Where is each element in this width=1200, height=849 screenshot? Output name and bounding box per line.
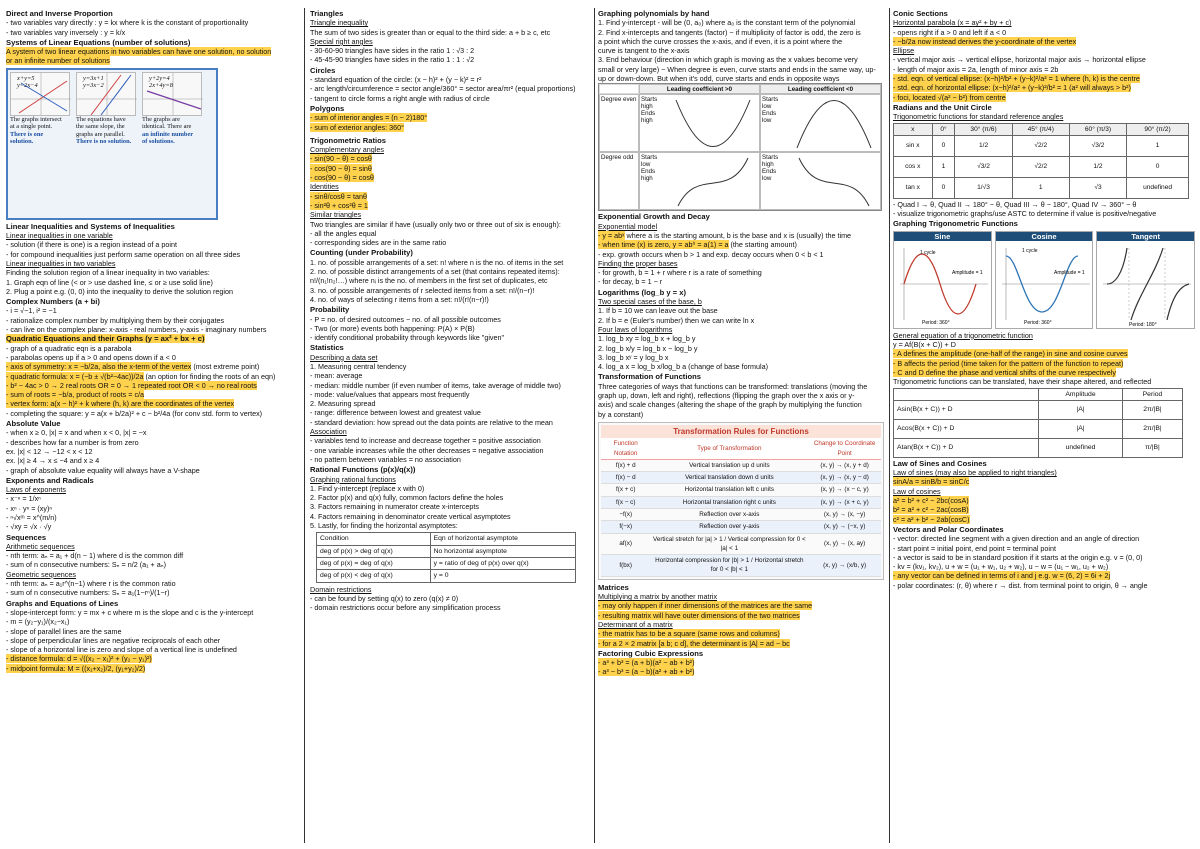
text-line: - standard equation of the circle: (x − h)² + (y − k)² = r²: [310, 75, 482, 85]
highlight-text: - sum of roots = −b/a, product of roots = c/a: [6, 390, 145, 400]
text-line: up or down-down. But when it's odd, curve starts and ends in opposite ways: [598, 74, 840, 84]
text-line: - can live on the complex plane: x-axis - real numbers, y-axis - imaginary numbers: [6, 325, 267, 335]
subsection-title: Four laws of logarithms: [598, 324, 673, 334]
section-title: Exponents and Radicals: [6, 475, 94, 485]
text-line: - opens right if a > 0 and left if a < 0: [893, 27, 1007, 37]
odd-positive-curve: [668, 156, 758, 208]
highlight-text: - the matrix has to be a square (same rows and columns): [598, 629, 780, 639]
text-line: - median: middle number (if even number of items, take average of middle two): [310, 380, 561, 390]
text-line: - slope of perpendicular lines are negative reciprocals of each other: [6, 635, 221, 645]
highlight-text: - b² − 4ac > 0 → 2 real roots OR = 0 → 1 repeated root OR < 0 → no real roots: [6, 380, 257, 390]
text-line: - range: difference between lowest and greatest value: [310, 408, 481, 418]
text-line: - can be found by setting q(x) to zero (q(x) ≠ 0): [310, 593, 459, 603]
text-line: 1. Find y-intercept (replace x with 0): [310, 483, 425, 493]
table-row: cos x 1 √3/2 √2/2 1/2 0: [894, 156, 1189, 177]
subsection-title: Exponential model: [598, 221, 658, 231]
end-behaviour-figure: Leading coefficient >0 Leading coefficient <0 Degree even Starts high Ends high Starts low Ends low Degree odd Starts low Ends high Starts high Ends low: [598, 83, 882, 211]
section-title: Graphs and Equations of Lines: [6, 598, 119, 608]
text-line: - standard deviation: how spread out the data points are relative to the mean: [310, 417, 553, 427]
highlight-text: b² = a² + c² − 2ac(cosB): [893, 505, 969, 515]
highlight-text: - C and D define the phase and vertical shifts of the curve respectively: [893, 367, 1116, 377]
section-title: Counting (under Probability): [310, 248, 413, 258]
highlight-text: a² = b² + c² − 2bc(cosA): [893, 496, 969, 506]
section-title: Matrices: [598, 582, 629, 592]
highlight-title: Quadratic Equations and their Graphs (y = ax² + bx + c): [6, 334, 205, 344]
subsection-title: Law of sines (may also be applied to right triangles): [893, 468, 1057, 478]
system-graph-infinite-solutions: y+2y=4 2x+4y=8 The graphs are identical. There are an infinite number of solutions.: [142, 72, 202, 146]
subsection-title: Arithmetic sequences: [6, 541, 75, 551]
text-line: - i = √−1, i² = −1: [6, 306, 57, 316]
text-line: - all the angles equal: [310, 228, 377, 238]
subsection-title: Horizontal parabola (x = ay² + by + c): [893, 18, 1012, 28]
section-title: Graphing polynomials by hand: [598, 9, 710, 18]
text-line: 1. Find y-intercept - will be (0, a₀) where a₀ is the constant term of the polynomial: [598, 18, 856, 28]
subsection-title: Complementary angles: [310, 145, 384, 155]
text-line: 3. log_b xʸ = y log_b x: [598, 352, 669, 362]
text-line: 4. log_a x = log_b x/log_b a (change of base formula): [598, 362, 769, 372]
highlight-text: - for a 2 × 2 matrix [a b; c d], the determinant is |A| = ad − bc: [598, 638, 790, 648]
text-line: - domain restrictions occur before any simplification process: [310, 603, 501, 613]
text-line: 2. Measuring spread: [310, 399, 376, 409]
subsection-title: Law of cosines: [893, 486, 941, 496]
subsection-title: Finding the proper bases: [598, 258, 678, 268]
highlight-text: - a³ − b³ = (a − b)(a² + ab + b²): [598, 667, 695, 677]
text-line: - describes how far a number is from zero: [6, 437, 139, 447]
section-title: Graphing Trigonometric Functions: [893, 219, 1018, 229]
section-title: Systems of Linear Equations (number of solutions): [6, 37, 191, 47]
text-line: 5. Lastly, for finding the horizontal asymptotes:: [310, 521, 458, 531]
table-row: f(x) − d Vertical translation down d units (x, y) → (x, y − d): [601, 472, 881, 484]
subsection-title: Trigonometric functions for standard reference angles: [893, 112, 1064, 122]
section-title: Absolute Value: [6, 419, 61, 429]
table-row: tan x 0 1/√3 1 √3 undefined: [894, 177, 1189, 198]
cosine-graph: Cosine 1 cycle Amplitude = 1 Period: 360°: [995, 231, 1094, 329]
text-line: Three categories of ways that functions can be transformed: translations (moving the: [598, 381, 868, 391]
highlight-text: - sum of interior angles = (n − 2)180°: [310, 113, 428, 123]
section-title: Triangles: [310, 9, 344, 18]
section-title: Exponential Growth and Decay: [598, 212, 710, 222]
text-line: axis) and scale changes (altering the shape of the graph by multiplying the function: [598, 400, 862, 410]
section-title: Vectors and Polar Coordinates: [893, 524, 1004, 534]
text-line: - tangent to circle forms a right angle with radius of circle: [310, 93, 490, 103]
highlight-text: - cos(90 − θ) = cosθ: [310, 173, 374, 183]
highlight-text: c² = a² + b² − 2ab(cosC): [893, 514, 970, 524]
svg-text:1 cycle: 1 cycle: [920, 249, 936, 256]
subsection-title: Special right angles: [310, 36, 373, 46]
text-line: - m = (y₂−y₁)/(x₂−x₁): [6, 617, 70, 627]
text-line: ex. |x| < 12 → −12 < x < 12: [6, 446, 93, 456]
text-line: n!/(n₁!n₂!…) where nᵢ is the no. of members in the first set of duplicates, etc: [310, 276, 548, 286]
linear-systems-figure: [6, 68, 218, 220]
section-title: Polygons: [310, 103, 345, 113]
trig-graphs-figure: [893, 231, 1195, 329]
text-line: - Quad I → θ, Quad II → 180° − θ, Quad III → θ − 180°, Quad IV → 360° − θ: [893, 199, 1137, 209]
text-line: 4. no. of ways of selecting r items from a set: n!/(r!(n−r)!): [310, 294, 489, 304]
highlight-text: - B affects the period (time taken for the pattern of the function to repeat): [893, 358, 1124, 368]
highlight-text: or an infinite number of solutions: [6, 56, 110, 66]
text-line: - slope-intercept form: y = mx + c where m is the slope and c is the y-intercept: [6, 607, 254, 617]
table-row: Atan(B(x + C)) + D undefined π/|B|: [894, 438, 1183, 457]
subsection-title: Triangle inequality: [310, 18, 369, 28]
text-line: 1. no. of possible arrangements of a set: n! where n is the no. of items in the set: [310, 257, 564, 267]
text-line: 3. End behaviour (direction in which graph is moving as the x values become very: [598, 55, 858, 65]
highlight-text: - when time (x) is zero, y = ab⁰ = a(1) = a: [598, 240, 729, 250]
text-line: - variables tend to increase and decrease together = positive association: [310, 436, 541, 446]
text-line: 1. If b = 10 we can leave out the base: [598, 306, 718, 316]
text-line: - visualize trigonometric graphs/use ASTC to determine if value is positive/negative: [893, 209, 1157, 219]
text-line: - when x ≥ 0, |x| = x and when x < 0, |x| = −x: [6, 428, 147, 438]
text-line: - a vector is said to be in standard position if it starts at the origin e.g. v = (0, 0): [893, 552, 1143, 562]
text-line: small or very large) − When degree is even, curve starts and ends in the same way, up-: [598, 64, 876, 74]
section-title: Linear Inequalities and Systems of Inequalities: [6, 221, 175, 231]
text-line: - polar coordinates: (r, θ) where r → dist. from terminal point to origin, θ → angle: [893, 580, 1148, 590]
text-line: - for decay, b = 1 − r: [598, 277, 663, 287]
text-line: - two variables vary directly : y = kx where k is the constant of proportionality: [6, 18, 249, 28]
transformation-rules-table: Transformation Rules for Functions Function Notation Type of Transformation Change to Coordinate Point f(x) + d Vertical translation up d units (x, y) → (x, y + d) f(x) − d Vertical translation down d units (x, y) → (x, y − d) f(x + c) Horizontal translation left c units (x, y) → (x − c, y) f(x − c) Horizontal translation right c units (x, y) → (x + c, y) −f(x) Reflection over x-axis (x, y) → (x, −y) f(−x) Reflection over y-axis (x, y) → (−x, y) af(x) Vertical stretch for |a| > 1 / Vertical compression for 0 < |a| < 1 (x, y) → (x, ay) f(bx) Horizontal compression for |b| > 1 / Horizontal stretch for 0 < |b| < 1 (x, y) → (x/b, y): [598, 422, 884, 580]
highlight-text: - foci, located √(a² − b²) from centre: [893, 92, 1006, 102]
highlight-text: - sin²θ + cos²θ = 1: [310, 200, 368, 210]
text-line: - vertical major axis → vertical ellipse, horizontal major axis → horizontal ellipse: [893, 55, 1146, 65]
table-row: −f(x) Reflection over x-axis (x, y) → (x, −y): [601, 508, 881, 520]
text-line: - graph of a quadratic eqn is a parabola: [6, 343, 132, 353]
text-line: - slope of a horizontal line is zero and slope of a vertical line is undefined: [6, 645, 237, 655]
column-2: [310, 8, 592, 843]
text-line: - no pattern between variables = no association: [310, 454, 461, 464]
text-line: - two variables vary inversely : y = k/x: [6, 27, 126, 37]
text-line: - nth term: aₙ = a₁r^(n−1) where r is the common ratio: [6, 579, 176, 589]
text-line: - xⁿ · yⁿ = (xy)ⁿ: [6, 503, 52, 513]
text-line: 1. log_b xy = log_b x + log_b y: [598, 334, 696, 344]
highlight-text: - axis of symmetry: x = −b/2a, also the x-term of the vertex: [6, 362, 192, 372]
highlight-text: - sum of exterior angles: 360°: [310, 122, 404, 132]
text-line: - identify conditional probability through keywords like "given": [310, 333, 505, 343]
text-line: - for compound inequalities just perform same operation on all three sides: [6, 249, 241, 259]
system-graph-no-solution: y=3x+1 y=3x−2 The equations have the same slope, the graphs are parallel. There is no solution.: [76, 72, 136, 146]
text-line: 2. log_b x/y = log_b x − log_b y: [598, 343, 698, 353]
highlight-text: - y = abˣ: [598, 230, 625, 240]
section-title: Radians and the Unit Circle: [893, 102, 992, 112]
text-line: - mean: average: [310, 371, 363, 381]
text-line: - exp. growth occurs when b > 1 and exp. decay occurs when 0 < b < 1: [598, 249, 824, 259]
text-line: 2. If b = e (Euler's number) then we can write ln x: [598, 315, 755, 325]
subsection-title: General equation of a trigonometric function: [893, 330, 1033, 340]
text-line: 1. Graph eqn of line (< or > use dashed line, ≤ or ≥ use solid line): [6, 277, 213, 287]
column-divider: [594, 8, 595, 843]
section-title: Probability: [310, 305, 350, 315]
tangent-graph: Tangent Period: 180°: [1096, 231, 1195, 329]
text-line: 1. Measuring central tendency: [310, 361, 407, 371]
system-graph-one-solution: x+y=5 y=2x−4 The graphs intersect at a single point. There is one solution.: [10, 72, 70, 146]
highlight-text: - midpoint formula: M = ((x₁+x₂)/2, (y₁+y₂)/2): [6, 663, 146, 673]
section-title: Transformation of Functions: [598, 372, 701, 382]
highlight-text: - −b/2a now instead derives the y-coordinate of the vertex: [893, 36, 1077, 46]
amplitude-period-table: Amplitude Period Asin(B(x + C)) + D |A| 2π/|B| Acos(B(x + C)) + D |A| 2π/|B| Atan(B(x + C)) + D undefined π/|B|: [893, 388, 1183, 458]
text-line: - Two (or more) events both happening: P(A) × P(B): [310, 323, 475, 333]
text-line: 4. Factors remaining in denominator create vertical asymptotes: [310, 511, 511, 521]
subsection-title: Two special cases of the base, b: [598, 297, 702, 307]
sine-graph: Sine 1 cycle Amplitude = 1 Period: 360°: [893, 231, 992, 329]
text-line: - 45-45-90 triangles have sides in the ratio 1 : 1 : √2: [310, 55, 475, 65]
section-title: Statistics: [310, 343, 344, 353]
text-line: 3. Factors remaining in numerator create x-intercepts: [310, 502, 479, 512]
text-line: - sum of n consecutive numbers: Sₙ = n/2 (a₁ + aₙ): [6, 560, 166, 570]
column-divider: [304, 8, 305, 843]
text-line: Finding the solution region of a linear inequality in two variables:: [6, 268, 210, 278]
highlight-text: - resulting matrix will have outer dimensions of the two matrices: [598, 610, 800, 620]
table-row: af(x) Vertical stretch for |a| > 1 / Vertical compression for 0 < |a| < 1 (x, y) → (x, ay): [601, 533, 881, 555]
subsection-title: Graphing rational functions: [310, 474, 396, 484]
horizontal-asymptote-table: Condition Eqn of horizontal asymptote deg of p(x) > deg of q(x) No horizontal asymptote deg of p(x) = deg of q(x) y = ratio of deg of p(x) over q(x) deg of p(x) < deg of q(x) y = 0: [316, 532, 576, 582]
section-title: Law of Sines and Cosines: [893, 458, 987, 468]
section-title: Sequences: [6, 532, 47, 542]
highlight-text: - std. eqn. of vertical ellipse: (x−h)²/b² + (y−k)²/a² = 1 where (h, k) is the centre: [893, 74, 1140, 84]
highlight-text: - any vector can be defined in terms of i and j e.g. w = (6, 2) = 6i + 2j: [893, 571, 1111, 581]
table-row: deg of p(x) = deg of q(x) y = ratio of deg of p(x) over q(x): [317, 557, 576, 569]
subsection-title: Laws of exponents: [6, 485, 66, 495]
text-line: a point which the curve crosses the x-axis, and if even, it is a point where the: [598, 36, 843, 46]
text-line: by a constant): [598, 409, 644, 419]
text-line: - mode: value/values that appears most frequently: [310, 389, 470, 399]
text-line: - √xy = √x · √y: [6, 522, 52, 532]
text-line: - slope of parallel lines are the same: [6, 626, 122, 636]
subsection-title: Linear inequalities in two variables: [6, 258, 116, 268]
table-row: f(bx) Horizontal compression for |b| > 1 / Horizontal stretch for 0 < |b| < 1 (x, y) → (x/b, y): [601, 555, 881, 577]
text-line: Two triangles are similar if have (usually only two or three out of six is enough):: [310, 219, 561, 229]
text-line: - sum of n consecutive numbers: Sₙ = a₁(1−rⁿ)/(1−r): [6, 588, 170, 598]
text-line: y = Af(B(x + C)) + D: [893, 340, 956, 350]
subsection-title: Multiplying a matrix by another matrix: [598, 592, 718, 602]
table-row: Asin(B(x + C)) + D |A| 2π/|B|: [894, 400, 1183, 419]
text-line: Trigonometric functions can be translated, have their shape altered, and reflected: [893, 377, 1152, 387]
text-line: 2. Find x-intercepts and tangents (factor) − if multiplicity of factor is odd, the zero is: [598, 27, 861, 37]
text-line: 3. no. of possible arrangements of r selected items from a set: n!/(n−r)!: [310, 285, 535, 295]
subsection-title: Association: [310, 427, 347, 437]
table-row: deg of p(x) > deg of q(x) No horizontal asymptote: [317, 545, 576, 557]
highlight-text: - sin(90 − θ) = cosθ: [310, 154, 372, 164]
subsection-title: Geometric sequences: [6, 569, 76, 579]
text-line: curve is tangent to the x-axis: [598, 46, 690, 56]
highlight-text: A system of two linear equations in two variables can have one solution, no solution: [6, 47, 272, 57]
svg-text:Period: 180°: Period: 180°: [1129, 321, 1157, 328]
text-line: - nth term: aₙ = a₁ + d(n − 1) where d is the common diff: [6, 551, 184, 561]
table-row: sin x 0 1/2 √2/2 √3/2 1: [894, 135, 1189, 156]
section-title: Logarithms (log_b y = x): [598, 287, 686, 297]
subsection-title: Describing a data set: [310, 352, 378, 362]
text-line: - 30-60-90 triangles have sides in the ratio 1 : √3 : 2: [310, 46, 475, 56]
text-line: 2. Factor p(x) and q(x) fully, common factors define the holes: [310, 493, 504, 503]
subsection-title: Linear inequalities in one variable: [6, 231, 113, 241]
table-row: Acos(B(x + C)) + D |A| 2π/|B|: [894, 419, 1183, 438]
subsection-title: Similar triangles: [310, 210, 362, 220]
text-line: - completing the square: y = a(x + b/2a)² + c − b²/4a (for conv std. form to vertex): [6, 408, 263, 418]
highlight-text: - A defines the amplitude (one-half of the range) in sine and cosine curves: [893, 349, 1128, 359]
highlight-text: - cos(90 − θ) = sinθ: [310, 163, 372, 173]
text-line: - parabolas opens up if a > 0 and opens down if a < 0: [6, 352, 176, 362]
even-positive-curve: [668, 98, 758, 150]
text-line: - start point = initial point, end point = terminal point: [893, 543, 1057, 553]
odd-negative-curve: [789, 156, 879, 208]
text-line: ex. |x| ≥ 4 → x ≤ −4 and x ≥ 4: [6, 456, 100, 466]
even-negative-curve: [789, 98, 879, 150]
text-line: - vector: directed line segment with a given direction and an angle of direction: [893, 534, 1140, 544]
highlight-text: - a³ + b³ = (a + b)(a² − ab + b²): [598, 658, 695, 668]
text-line: The sum of two sides is greater than or equal to the third side: a + b ≥ c, etc: [310, 27, 551, 37]
text-line: - P = no. of desired outcomes − no. of all possible outcomes: [310, 314, 501, 324]
table-row: f(x) + d Vertical translation up d units (x, y) → (x, y + d): [601, 459, 881, 471]
section-title: Circles: [310, 65, 336, 75]
text-line: - kv = (kv₁, kv₂), u + w = (u₁ + w₁, u₂ + w₂), u − w = (u₁ − w₁, u₂ + w₂): [893, 562, 1109, 572]
section-title: Conic Sections: [893, 9, 948, 18]
highlight-text: - quadratic formula: x = (−b ± √(b²−4ac))/2a: [6, 371, 144, 381]
text-line: - arc length/circumference = sector angle/360° = sector area/πr² (equal proportions): [310, 84, 576, 94]
svg-text:Period: 360°: Period: 360°: [1023, 319, 1052, 326]
text-line: - graph of absolute value equality will always have a V-shape: [6, 465, 200, 475]
highlight-text: - distance formula: d = √((x₂ − x₁)² + (y₂ − y₁)²): [6, 654, 152, 664]
column-4: [893, 8, 1195, 843]
table-row: f(x + c) Horizontal translation left c units (x, y) → (x − c, y): [601, 484, 881, 496]
svg-text:Period: 360°: Period: 360°: [922, 319, 950, 326]
subsection-title: Identities: [310, 182, 339, 192]
section-title: Rational Functions (p(x)/q(x)): [310, 465, 416, 475]
table-row: f(x − c) Horizontal translation right c units (x, y) → (x + c, y): [601, 496, 881, 508]
text-line: - ⁿ√xᵐ = x^(m/n): [6, 512, 57, 522]
highlight-text: - std. eqn. of horizontal ellipse: (x−h)²/a² + (y−k)²/b² = 1 (a² will always > b²): [893, 83, 1131, 93]
text-line: - solution (if there is one) is a region instead of a point: [6, 240, 177, 250]
highlight-text: - vertex form: a(x − h)² + k where (h, k) are the coordinates of the vertex: [6, 399, 235, 409]
text-line: 2. Plug a point e.g. (0, 0) into the inequality to derive the solution region: [6, 286, 233, 296]
section-title: Trigonometric Ratios: [310, 135, 386, 145]
subsection-title: Ellipse: [893, 46, 915, 56]
text-line: 2. no. of possible distinct arrangements of a set (that contains repeated items):: [310, 267, 560, 277]
text-line: - rationalize complex number by multiplying them by their conjugates: [6, 315, 225, 325]
highlight-text: sinA/a = sinB/b = sinC/c: [893, 477, 970, 487]
section-title: Factoring Cubic Expressions: [598, 648, 704, 658]
table-title: Transformation Rules for Functions: [601, 425, 881, 438]
subsection-title: Domain restrictions: [310, 584, 372, 594]
svg-text:Amplitude = 1: Amplitude = 1: [952, 269, 983, 276]
text-line: - for growth, b = 1 + r where r is a rate of something: [598, 268, 762, 278]
text-line: - corresponding sides are in the same ratio: [310, 238, 447, 248]
text-line: - x⁻ⁿ = 1/xⁿ: [6, 494, 41, 504]
table-row: deg of p(x) < deg of q(x) y = 0: [317, 570, 576, 582]
section-title: Direct and Inverse Proportion: [6, 9, 113, 18]
svg-text:Amplitude = 1: Amplitude = 1: [1053, 269, 1085, 276]
column-divider: [889, 8, 890, 843]
text-line: - length of major axis = 2a, length of minor axis = 2b: [893, 64, 1059, 74]
table-row: f(−x) Reflection over y-axis (x, y) → (−x, y): [601, 521, 881, 533]
column-1: Direct and Inverse Proportion - two variables vary directly : y = kx where k is the constant of proportionality - two variables vary inversely : y = k/x Systems of Linear Equations (number of solutions) A system of two linear equations in two variables can have one solution, no solution or an infinite number of solutions x+y=5 y=2x−4 The graphs intersect at a single point. There is one solution. y=3x+1 y=3x−2 The equations have the same slope, the graphs are parallel. There is no solution. y+2y=4 2x+4y=8 The graphs are identical. There are an infinite number of solutions. Linear Inequalities and Systems of Inequalities Linear inequalities in one variable - solution (if there is one) is a region instead of a point - for compound inequalities just perform same operation on all three sides Linear inequalities in two variables Finding the solution region of a linear inequality in two variables: 1. Graph eqn of line (< or > use dashed line, ≤ or ≥ use solid line) 2. Plug a point e.g. (0, 0) into the inequality to derive the solution region Complex Numbers (a + bi) - i = √−1, i² = −1 - rationalize complex number by multiplying them by their conjugates - can live on the complex plane: x-axis - real numbers, y-axis - imaginary numbers Quadratic Equations and their Graphs (y = ax² + bx + c) - graph of a quadratic eqn is a parabola - parabolas opens up if a > 0 and opens down if a < 0 - axis of symmetry: x = −b/2a, also the x-term of the vertex (most extreme point) - quadratic formula: x = (−b ± √(b²−4ac))/2a (an option for finding the roots of an eqn) - b² − 4ac > 0 → 2 real roots OR = 0 → 1 repeated root OR < 0 → no real roots - sum of roots = −b/a, product of roots = c/a - vertex form: a(x − h)² + k where (h, k) are the coordinates of the vertex - completing the square: y = a(x + b/2a)² + c − b²/4a (for conv std. form to vertex) Absolute Value - when x ≥ 0, |x| = x and when x < 0, |x| = −x - describes how far a number is from zero ex. |x| < 12 → −12 < x < 12 ex. |x| ≥ 4 → x ≤ −4 and x ≥ 4 - graph of absolute value equality will always have a V-shape Exponents and Radicals Laws of exponents - x⁻ⁿ = 1/xⁿ - xⁿ · yⁿ = (xy)ⁿ - ⁿ√xᵐ = x^(m/n) - √xy = √x · √y Sequences Arithmetic sequences - nth term: aₙ = a₁ + d(n − 1) where d is the common diff - sum of n consecutive numbers: Sₙ = n/2 (a₁ + aₙ) Geometric sequences - nth term: aₙ = a₁r^(n−1) where r is the common ratio - sum of n consecutive numbers: Sₙ = a₁(1−rⁿ)/(1−r) Graphs and Equations of Lines - slope-intercept form: y = mx + c where m is the slope and c is the y-intercept - m = (y₂−y₁)/(x₂−x₁) - slope of parallel lines are the same - slope of perpendicular lines are negative reciprocals of each other - slope of a horizontal line is zero and slope of a vertical line is undefined - distance formula: d = √((x₂ − x₁)² + (y₂ − y₁)²) - midpoint formula: M = ((x₁+x₂)/2, (y₁+y₂)/2): [6, 8, 298, 843]
svg-text:1 cycle: 1 cycle: [1021, 247, 1038, 254]
highlight-text: - may only happen if inner dimensions of the matrices are the same: [598, 601, 813, 611]
column-3: Graphing polynomials by hand 1. Find y-intercept - will be (0, a₀) where a₀ is the constant term of the polynomial 2. Find x-intercepts and tangents (factor) − if multiplicity of factor is odd, the zero is a point which the curve crosses the x-axis, and if even, it is a point where the curve is tangent to the x-axis 3. End behaviour (direction in which graph is moving as the x values become very small or very large) − When degree is even, curve starts and ends in the same way, up- up or down-down. But when it's odd, curve starts and ends in opposite ways Leading coefficient >0 Leading coefficient <0 Degree even Starts high Ends high Starts low Ends low Degree odd Starts low Ends high Starts high Ends low Exponential Growth and Decay Exponential model - y = abˣ where a is the starting amount, b is the base and x is (usually) the time - when time (x) is zero, y = ab⁰ = a(1) = a (the starting amount) - exp. growth occurs when b > 1 and exp. decay occurs when 0 < b < 1 Finding the proper bases - for growth, b = 1 + r where r is a rate of something - for decay, b = 1 − r Logarithms (log_b y = x) Two special cases of the base, b 1. If b = 10 we can leave out the base 2. If b = e (Euler's number) then we can write ln x Four laws of logarithms 1. log_b xy = log_b x + log_b y 2. log_b x/y = log_b x − log_b y 3. log_b xʸ = y log_b x 4. log_a x = log_b x/log_b a (change of base formula) Transformation of Functions Three categories of ways that functions can be transformed: translations (moving the graph up, down, left and right), reflections (flipping the graph over the x axis or y- axis) and scale changes (altering the shape of the graph by multiplying the function by a constant) Transformation Rules for Functions Function Notation Type of Transformation Change to Coordinate Point f(x) + d Vertical translation up d units (x, y) → (x, y + d) f(x) − d Vertical translation down d units (x, y) → (x, y − d) f(x + c) Horizontal translation left c units (x, y) → (x − c, y) f(x − c) Horizontal translation right c units (x, y) → (x + c, y) −f(x) Reflection over x-axis (x, y) → (x, −y) f(−x) Reflection over y-axis (x, y) → (−x, y) af(x) Vertical stretch for |a| > 1 / Vertical compression for 0 < |a| < 1 (x, y) → (x, ay) f(bx) Horizontal compression for |b| > 1 / Horizontal stretch for 0 < |b| < 1 (x, y) → (x/b, y) Matrices Multiplying a matrix by another matrix - may only happen if inner dimensions of the matrices are the same - resulting matrix will have outer dimensions of the two matrices Determinant of a matrix - the matrix has to be a square (same rows and columns) - for a 2 × 2 matrix [a b; c d], the determinant is |A| = ad − bc Factoring Cubic Expressions - a³ + b³ = (a + b)(a² − ab + b²) - a³ − b³ = (a − b)(a² + ab + b²): [598, 8, 886, 843]
highlight-text: - sinθ/cosθ = tanθ: [310, 191, 367, 201]
text-line: graph up, down, left and right), reflections (flipping the graph over the x axis or y-: [598, 391, 855, 401]
reference-angle-table: x 0° 30° (π/6) 45° (π/4) 60° (π/3) 90° (π/2) sin x 0 1/2 √2/2 √3/2 1 cos x 1 √3/2 √2/2 1/2 0 tan x 0 1/√3 1 √3 undefined: [893, 123, 1189, 199]
subsection-title: Determinant of a matrix: [598, 619, 673, 629]
section-title: Complex Numbers (a + bi): [6, 297, 100, 307]
text-line: - one variable increases while the other decreases = negative association: [310, 445, 544, 455]
